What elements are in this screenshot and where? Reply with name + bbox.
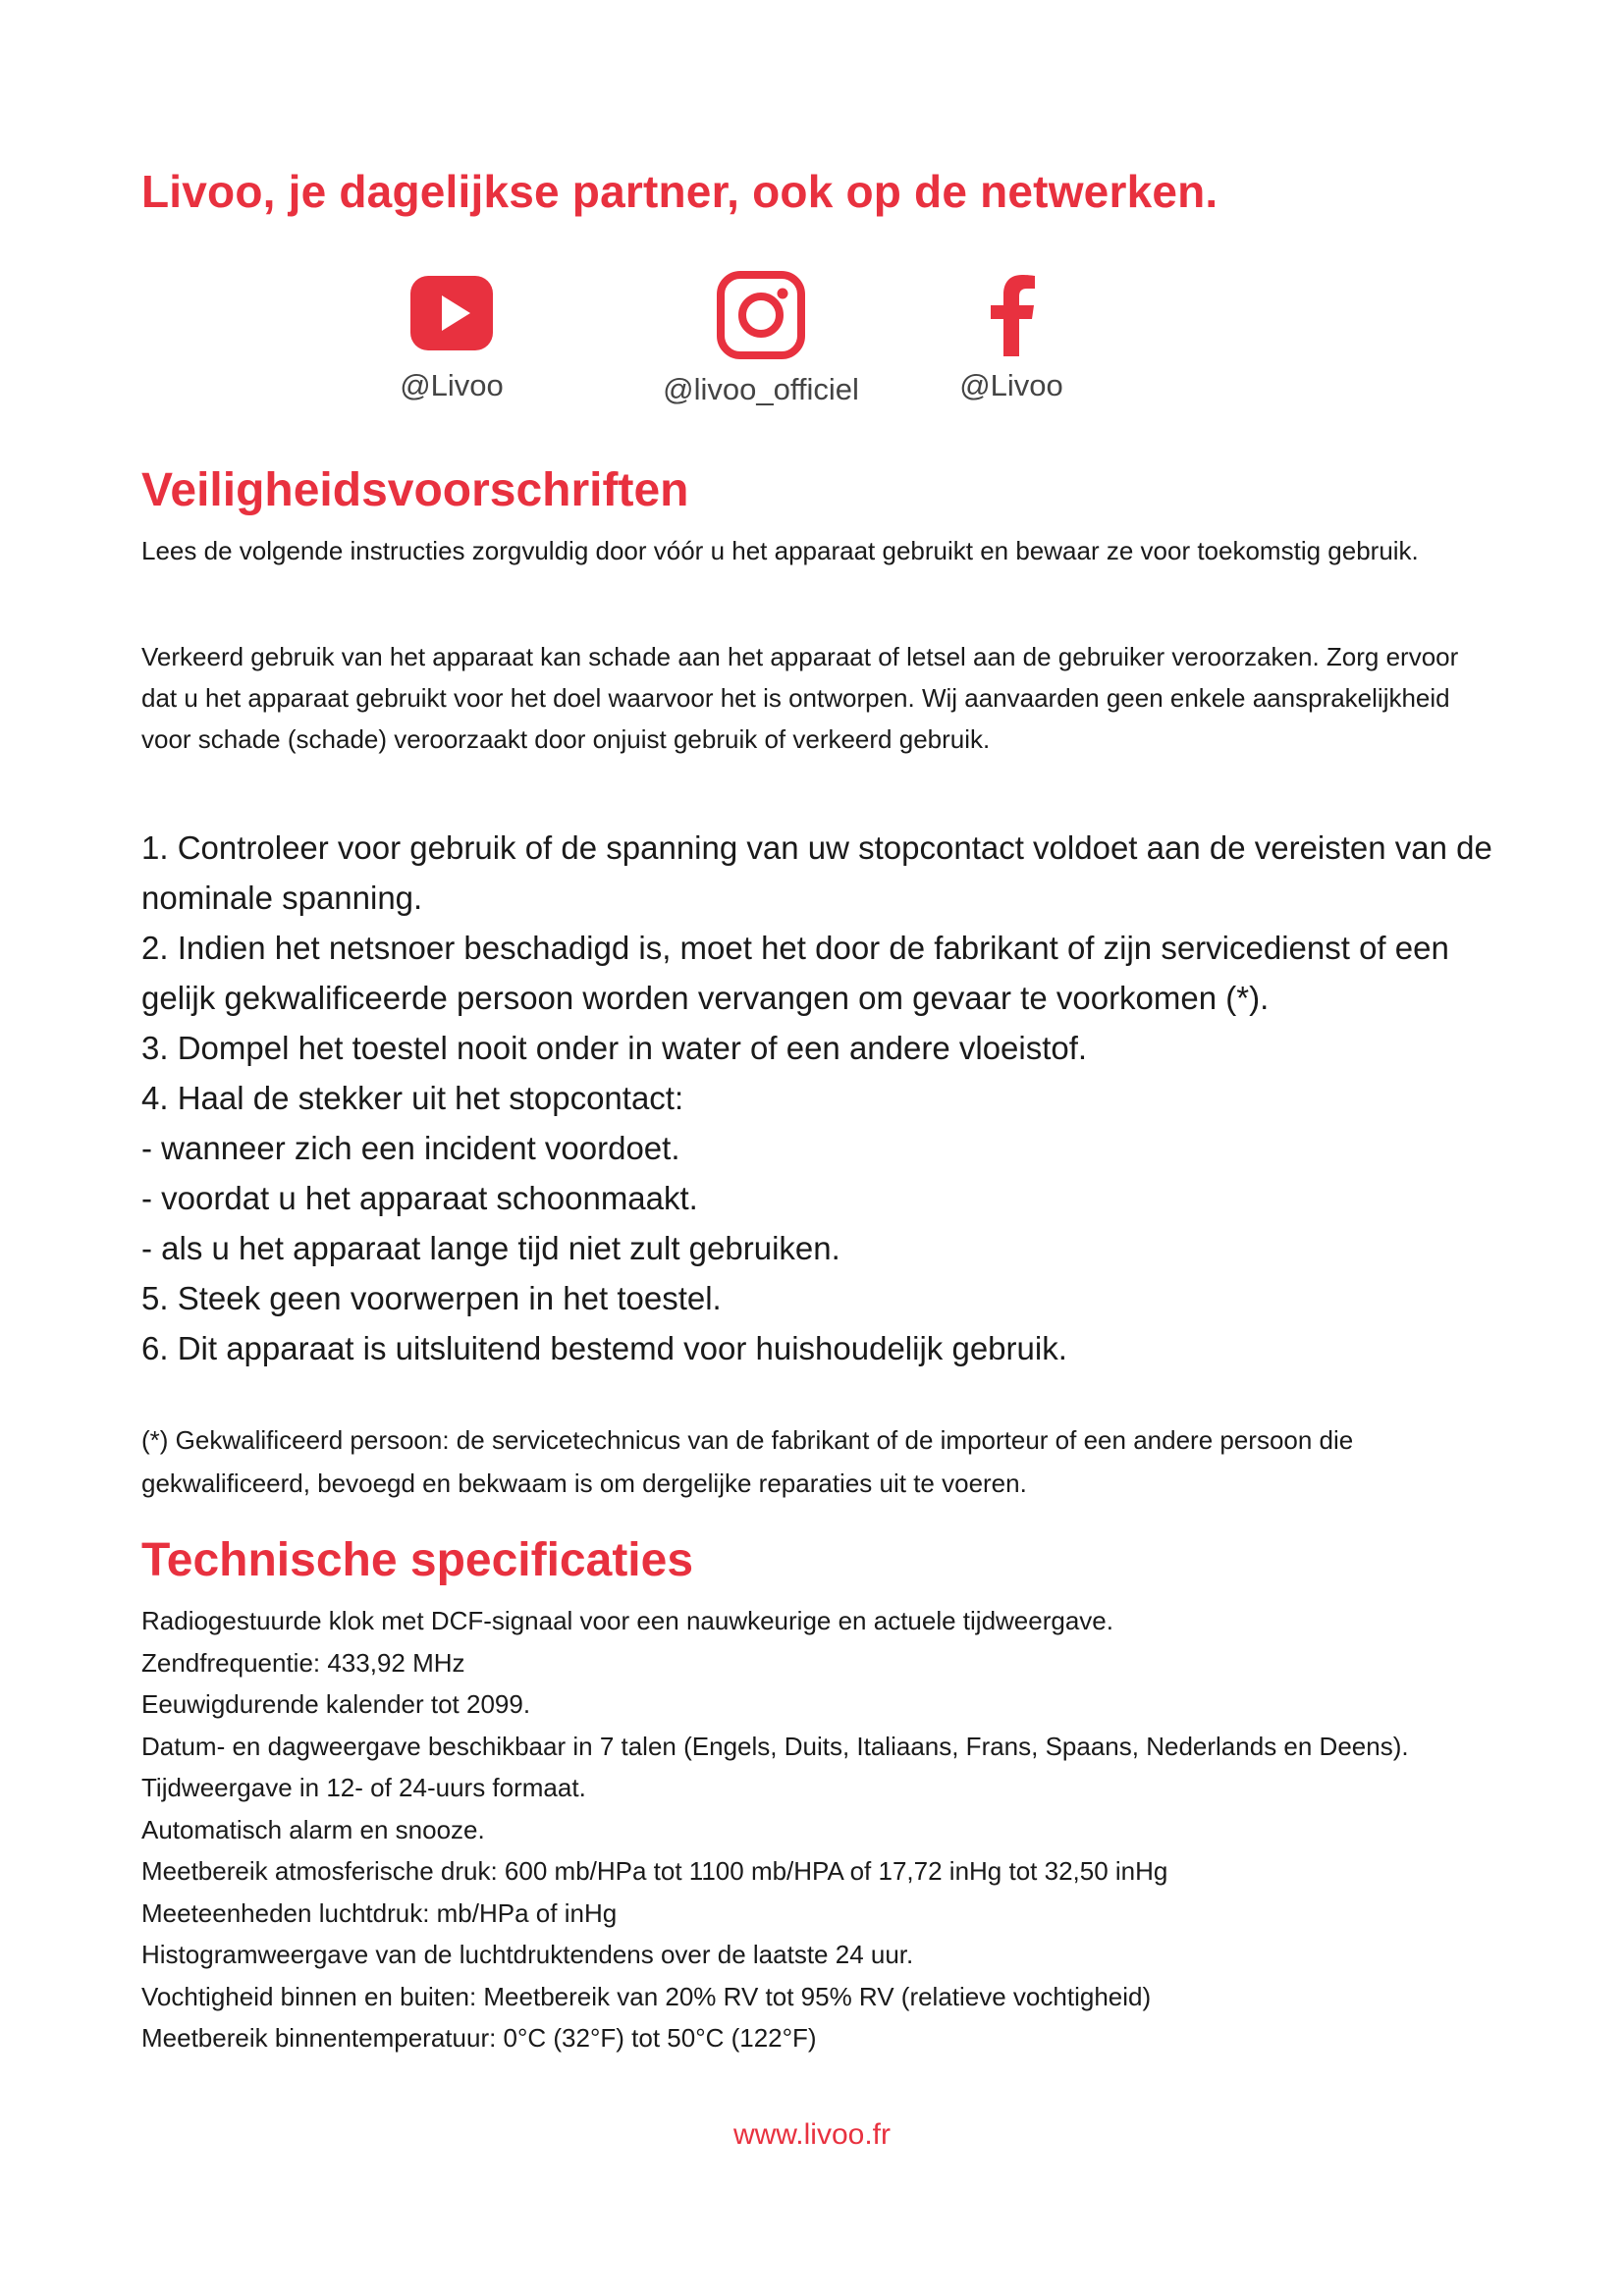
safety-list <box>141 823 1516 1373</box>
social-handle: @Livoo <box>400 368 504 402</box>
list-item: 2. Indien het netsnoer beschadigd is, moet het door de fabrikant of zijn servicedienst of een gelijk gekwalificeerde persoon worden vervangen om gevaar te voorkomen (*). <box>141 930 1449 1016</box>
spec-item: Meetbereik atmosferische druk: 600 mb/HPa tot 1100 mb/HPA of 17,72 inHg tot 32,50 inHg <box>141 1856 1168 1886</box>
list-item: 6. Dit apparaat is uitsluitend bestemd voor huishoudelijk gebruik. <box>141 1330 1067 1366</box>
safety-warning: Verkeerd gebruik van het apparaat kan schade aan het apparaat of letsel aan de gebruiker veroorzaken. Zorg ervoor dat u het apparaat gebruikt voor het doel waarvoor het is ontworpen. Wij aanvaarden geen enkele aansprakelijkheid voor schade (schade) veroorzaakt door onjuist gebruik of verkeerd gebruik. <box>141 642 1459 754</box>
specs-title: Technische specificaties <box>141 1534 694 1586</box>
safety-title: Veiligheidsvoorschriften <box>141 464 689 516</box>
safety-intro: Lees de volgende instructies zorgvuldig door vóór u het apparaat gebruikt en bewaar ze voor toekomstig gebruik. <box>141 536 1419 565</box>
youtube-icon <box>408 270 495 356</box>
list-item: 1. Controleer voor gebruik of de spanning van uw stopcontact voldoet aan de vereisten van de nominale spanning. <box>141 829 1492 916</box>
spec-item: Datum- en dagweergave beschikbaar in 7 talen (Engels, Duits, Italiaans, Frans, Spaans, Nederlands en Deens). <box>141 1731 1409 1761</box>
instagram-icon <box>716 270 806 360</box>
spec-item: Eeuwigdurende kalender tot 2099. <box>141 1689 531 1719</box>
spec-item: Meeteenheden luchtdruk: mb/HPa of inHg <box>141 1897 618 1928</box>
list-item: 3. Dompel het toestel nooit onder in water of een andere vloeistof. <box>141 1030 1088 1066</box>
tagline: Livoo, je dagelijkse partner, ook op de netwerken. <box>141 166 1218 217</box>
list-item: - wanneer zich een incident voordoet. <box>141 1130 680 1166</box>
social-instagram[interactable] <box>633 270 889 407</box>
list-item: 4. Haal de stekker uit het stopcontact: <box>141 1080 684 1116</box>
facebook-icon <box>982 270 1041 356</box>
social-handle: @livoo_officiel <box>663 372 859 406</box>
spec-item: Vochtigheid binnen en buiten: Meetbereik van 20% RV tot 95% RV (relatieve vochtigheid) <box>141 1981 1152 2011</box>
spec-item: Histogramweergave van de luchtdruktendens over de laatste 24 uur. <box>141 1940 914 1969</box>
specs-list <box>141 1600 1516 2059</box>
spec-item: Zendfrequentie: 433,92 MHz <box>141 1647 465 1678</box>
safety-footnote: (*) Gekwalificeerd persoon: de servicetechnicus van de fabrikant of de importeur of een andere persoon die gekwalificeerd, bevoegd en bekwaam is om dergelijke reparaties uit te voeren. <box>141 1425 1354 1498</box>
social-handle: @Livoo <box>959 368 1063 402</box>
spec-item: Radiogestuurde klok met DCF-signaal voor een nauwkeurige en actuele tijdweergave. <box>141 1606 1113 1635</box>
social-facebook[interactable] <box>884 270 1139 403</box>
list-item: 5. Steek geen voorwerpen in het toestel. <box>141 1280 722 1316</box>
spec-item: Automatisch alarm en snooze. <box>141 1814 485 1844</box>
social-youtube[interactable] <box>324 270 579 403</box>
list-item: - voordat u het apparaat schoonmaakt. <box>141 1180 698 1216</box>
list-item: - als u het apparaat lange tijd niet zult gebruiken. <box>141 1230 840 1266</box>
website-link[interactable]: www.livoo.fr <box>732 2118 892 2151</box>
spec-item: Tijdweergave in 12- of 24-uurs formaat. <box>141 1773 586 1802</box>
spec-item: Meetbereik binnentemperatuur: 0°C (32°F) tot 50°C (122°F) <box>141 2023 817 2053</box>
